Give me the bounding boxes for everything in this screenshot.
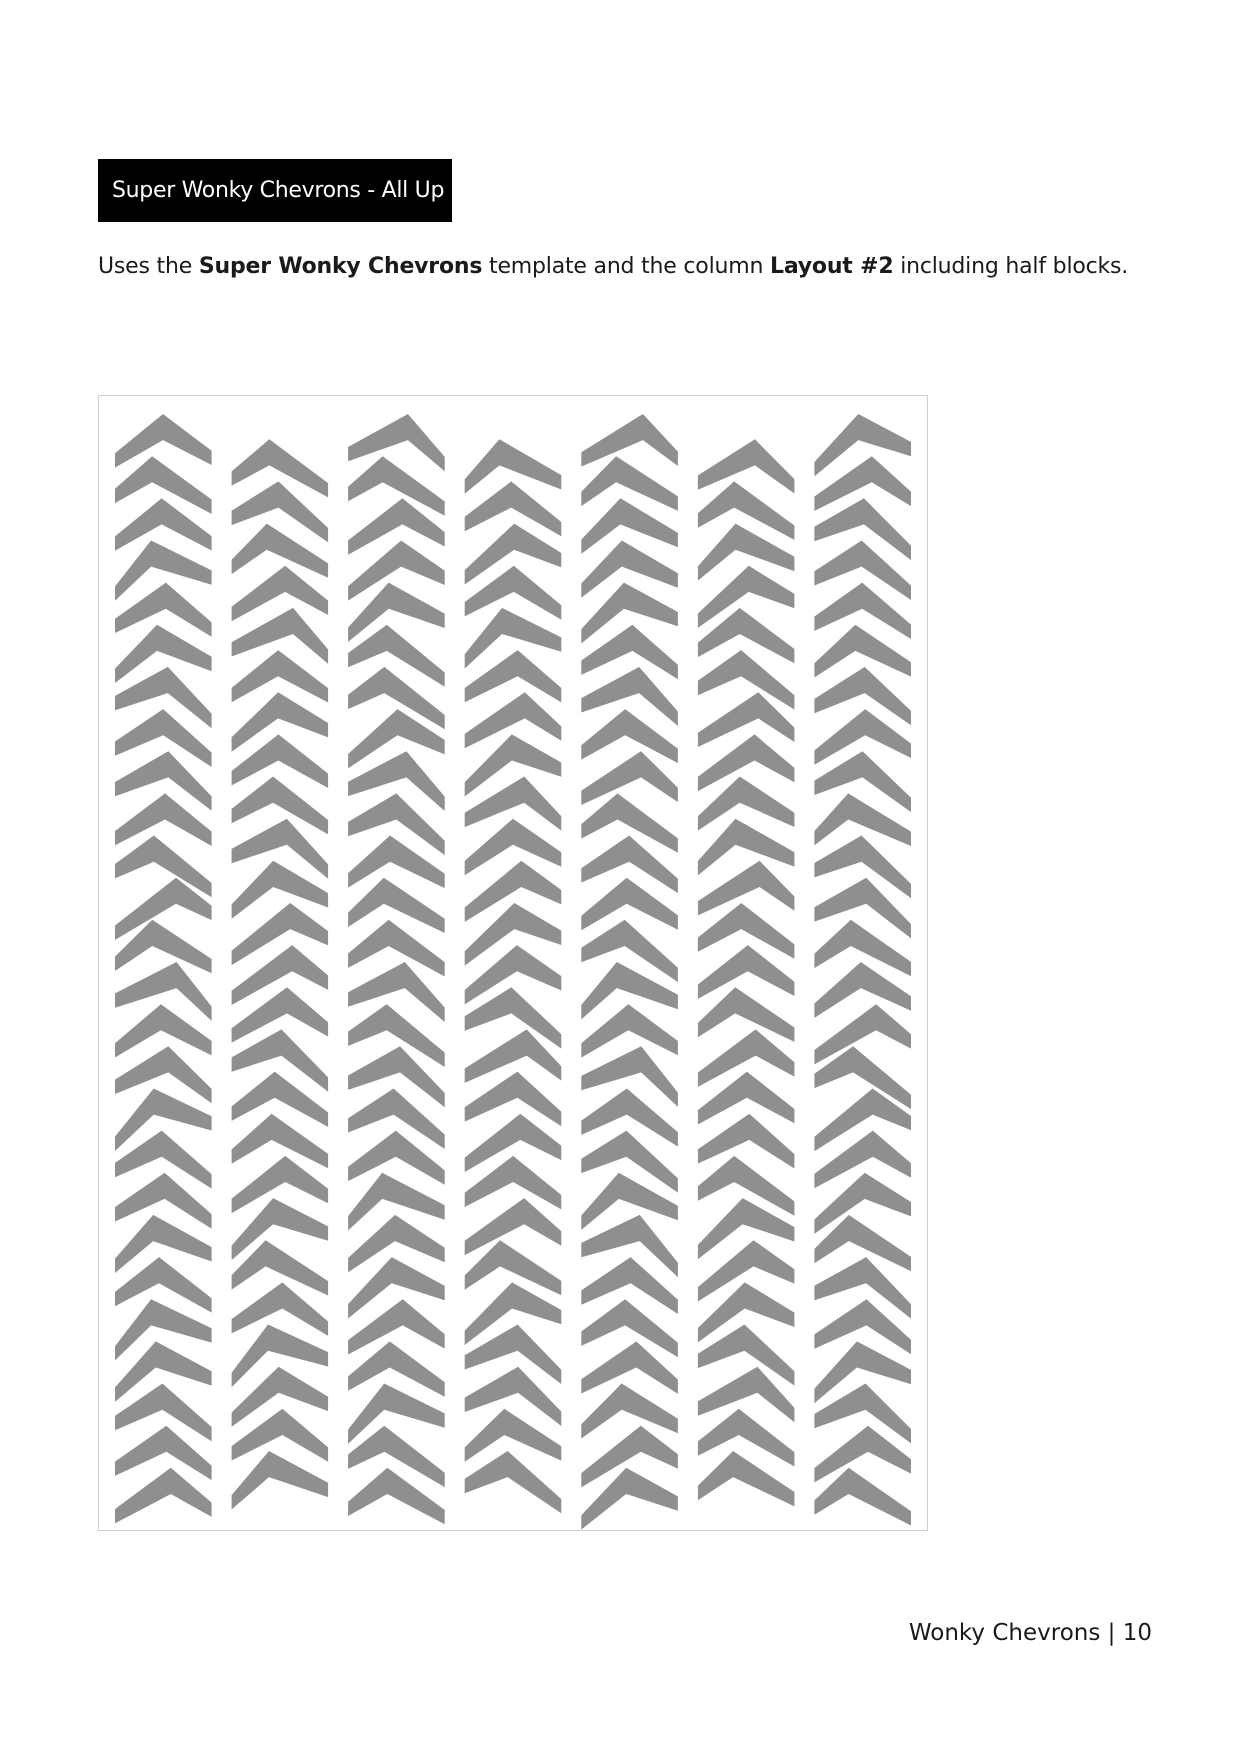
- chevron-shape: [581, 625, 678, 680]
- chevron-shape: [581, 751, 678, 805]
- chevron-shape: [698, 777, 795, 831]
- chevron-shape: [115, 1257, 212, 1313]
- chevron-shape: [115, 414, 212, 468]
- chevron-shape: [581, 456, 678, 511]
- chevron-shape: [814, 962, 911, 1018]
- chevron-shape: [232, 1451, 329, 1510]
- chevron-shape: [814, 1468, 911, 1526]
- chevron-shape: [581, 1341, 678, 1394]
- page-footer: [909, 1620, 1152, 1646]
- chevron-shape: [348, 878, 445, 933]
- chevron-shape: [698, 945, 795, 999]
- chevron-shape: [348, 414, 445, 471]
- section-title-text: Super Wonky Chevrons - All Up: [112, 178, 445, 203]
- chevron-shape: [348, 1341, 445, 1396]
- chevron-shape: [698, 987, 795, 1042]
- chevron-shape: [698, 1114, 795, 1169]
- chevron-shape: [115, 1468, 212, 1524]
- chevron-shape: [581, 878, 678, 931]
- chevron-shape: [232, 1409, 329, 1462]
- chevron-shape: [581, 1004, 678, 1057]
- chevron-shape: [465, 1072, 562, 1127]
- chevron-shape: [581, 1384, 678, 1439]
- chevron-shape: [465, 650, 562, 702]
- section-title: [98, 159, 452, 222]
- chevron-shape: [232, 566, 329, 621]
- chevron-shape: [465, 1409, 562, 1462]
- chevron-shape: [465, 1156, 562, 1210]
- intro-middle: template and the column: [482, 254, 770, 279]
- intro-paragraph: [98, 254, 1138, 279]
- chevron-shape: [115, 1426, 212, 1480]
- chevron-quilt-svg: [99, 396, 927, 1530]
- chevron-shape: [698, 1409, 795, 1467]
- chevron-shape: [115, 1173, 212, 1229]
- footer-separator: |: [1107, 1620, 1116, 1646]
- intro-layout-name: Layout #2: [770, 254, 894, 279]
- chevron-shape: [465, 1451, 562, 1513]
- intro-suffix: including half blocks.: [893, 254, 1129, 279]
- chevron-shape: [698, 819, 795, 876]
- chevron-shape: [698, 439, 795, 493]
- chevron-shape: [232, 734, 329, 788]
- chevron-shape: [232, 1282, 329, 1336]
- chevron-shape: [348, 1384, 445, 1444]
- intro-template-name: Super Wonky Chevrons: [198, 254, 483, 279]
- footer-title: Wonky Chevrons: [908, 1620, 1101, 1646]
- chevron-shape: [581, 709, 678, 763]
- chevron-shape: [232, 1114, 329, 1169]
- chevron-shape: [115, 793, 212, 846]
- chevron-shape: [465, 1198, 562, 1255]
- chevron-shape: [698, 1451, 795, 1506]
- intro-prefix: Uses the: [98, 254, 199, 279]
- chevron-shape: [581, 414, 678, 467]
- chevron-shape: [348, 1299, 445, 1354]
- chevron-shape: [232, 861, 329, 919]
- chevron-shape: [465, 819, 562, 876]
- page-number: 10: [1122, 1620, 1152, 1646]
- quilt-layout-image: [98, 395, 928, 1531]
- chevron-shape: [814, 1426, 911, 1483]
